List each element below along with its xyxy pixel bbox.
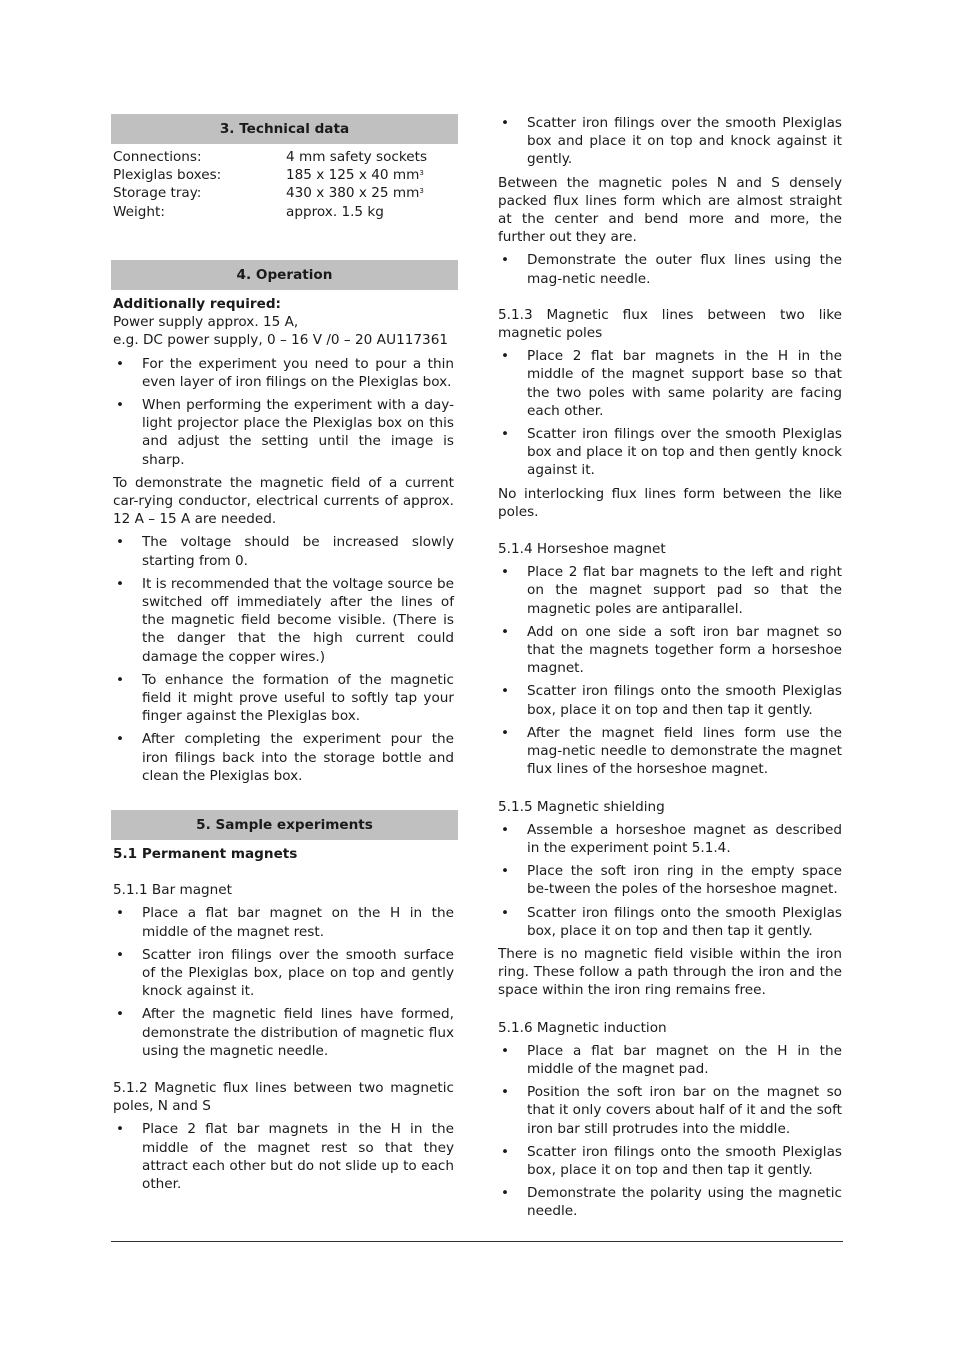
article-number: U117361	[386, 332, 448, 349]
technical-row-label: Storage tray:	[113, 185, 202, 202]
technical-row	[113, 184, 454, 202]
bullet-list	[498, 114, 842, 169]
list-item: • Scatter iron filings onto the smooth Plexiglas box, place it on top and then tap it gently.	[501, 904, 842, 939]
subsection-title: 5.1.6 Magnetic induction	[498, 1019, 667, 1036]
subsection-title: 5.1.3 Magnetic flux lines between two like magnetic poles	[498, 306, 842, 342]
right-column-body	[498, 114, 842, 1226]
list-item: • For the experiment you need to pour a thin even layer of iron filings on the Plexiglas box.	[116, 355, 454, 390]
sample-experiments-body	[111, 845, 458, 1198]
list-item: • Assemble a horseshoe magnet as described in the experiment point 5.1.4.	[501, 821, 842, 856]
subsection-title: 5.1.1 Bar magnet	[113, 882, 232, 899]
paragraph: Between the magnetic poles N and S densely packed flux lines form which are almost straight at the center and bend more and more, the further out they are.	[498, 174, 842, 246]
subsection-title: 5.1.4 Horseshoe magnet	[498, 541, 666, 558]
list-item: • When performing the experiment with a day-light projector place the Plexiglas box on this and adjust the setting until the image is sharp.	[116, 397, 454, 468]
list-item: • It is recommended that the voltage source be switched off immediately after the lines of the magnetic field become visible. (There is the danger that the high current could damage the copper wires.)	[116, 575, 454, 665]
list-item: • Place a flat bar magnet on the H in the middle of the magnet rest.	[116, 905, 454, 940]
list-item: • After the magnetic field lines have formed, demonstrate the distribution of magnetic flux using the magnetic needle.	[116, 1006, 454, 1059]
bullet-list	[113, 904, 454, 1060]
list-item: • Place 2 flat bar magnets to the left and right on the magnet support pad so that the magnetic poles are antiparallel.	[501, 564, 842, 617]
technical-row	[113, 148, 454, 166]
list-item: • Place 2 flat bar magnets in the H in the middle of the magnet rest so that they attract each other but do not slide up to each other.	[116, 1121, 454, 1193]
section-heading-sample-experiments: 5. Sample experiments	[111, 810, 458, 840]
list-item: • Scatter iron filings over the smooth surface of the Plexiglas box, place on top and gently knock against it.	[116, 946, 454, 1000]
list-item: • Scatter iron filings over the smooth Plexiglas box and place it on top and then gently knock against it.	[501, 426, 842, 479]
bullet-list	[113, 533, 454, 785]
section-heading-operation: 4. Operation	[111, 260, 458, 290]
bullet-list	[113, 1120, 454, 1193]
technical-row-value: approx. 1.5 kg	[286, 203, 384, 220]
requirement-line	[113, 331, 454, 349]
list-item: • Place 2 flat bar magnets in the H in the middle of the magnet support base so that the two poles with same polarity are facing each other.	[501, 348, 842, 419]
bullet-list	[498, 347, 842, 479]
technical-row-value: 430 x 380 x 25 $mm^3$	[286, 185, 424, 202]
technical-row-label: Connections:	[113, 149, 202, 165]
bullet-list	[113, 355, 454, 469]
operation-body	[111, 295, 458, 790]
list-item: • Demonstrate the outer flux lines using the mag-netic needle.	[501, 252, 842, 287]
bullet-list	[498, 821, 842, 940]
list-item: • After completing the experiment pour the iron filings back into the storage bottle and clean the Plexiglas box.	[116, 731, 454, 784]
paragraph: To demonstrate the magnetic field of a current car-rying conductor, electrical currents of approx. 12 A – 15 A are needed.	[113, 474, 454, 528]
bullet-list	[498, 1042, 842, 1221]
paragraph: No interlocking flux lines form between the like poles.	[498, 485, 842, 520]
subsection-title: 5.1.2 Magnetic flux lines between two magnetic poles, N and S	[113, 1080, 454, 1115]
subsection-title: 5.1.5 Magnetic shielding	[498, 798, 665, 815]
list-item: • To enhance the formation of the magnetic field it might prove useful to softly tap your finger against the Plexiglas box.	[116, 671, 454, 725]
paragraph: There is no magnetic field visible within the iron ring. These follow a path through the iron and the space within the iron ring remains free.	[498, 945, 842, 999]
technical-row-value: 185 x 125 x 40 $mm^3$	[286, 167, 424, 184]
footer-rule	[111, 1241, 843, 1242]
list-item: • After the magnet field lines form use the mag-netic needle to demonstrate the magnet flux lines of the horseshoe magnet.	[501, 724, 842, 778]
technical-row	[113, 166, 454, 184]
requirement-line: Power supply approx. 15 A,	[113, 314, 299, 331]
technical-row-value: 4 mm safety sockets	[286, 149, 428, 165]
list-item: • Scatter iron filings onto the smooth Plexiglas box, place it on top and then tap it gently.	[501, 1143, 842, 1178]
subsection-title: 5.1 Permanent magnets	[113, 846, 298, 862]
list-item: • Place the soft iron ring in the empty space be-tween the poles of the horseshoe magnet.	[501, 863, 842, 898]
list-item: • Position the soft iron bar on the magnet so that it only covers about half of it and the soft iron bar still protrudes into the middle.	[501, 1084, 842, 1137]
requirement-text: e.g. DC power supply, 0 – 16 V /0 – 20 A	[113, 332, 386, 349]
list-item: • Add on one side a soft iron bar magnet so that the magnets together form a horseshoe magnet.	[501, 623, 842, 677]
bullet-list	[498, 563, 842, 778]
technical-row	[113, 203, 454, 221]
list-item: • Scatter iron filings over the smooth Plexiglas box and place it on top and knock against it gently.	[501, 115, 842, 168]
section-heading-technical-data: 3. Technical data	[111, 114, 458, 144]
list-item: • Demonstrate the polarity using the magnetic needle.	[501, 1185, 842, 1220]
technical-row-label: Weight:	[113, 203, 165, 220]
list-item: • Scatter iron filings onto the smooth Plexiglas box, place it on top and then tap it gently.	[501, 683, 842, 718]
technical-data-table	[111, 148, 458, 221]
additionally-required-label: Additionally required:	[113, 296, 281, 312]
list-item: • Place a flat bar magnet on the H in the middle of the magnet pad.	[501, 1042, 842, 1077]
list-item: • The voltage should be increased slowly starting from 0.	[116, 534, 454, 569]
technical-row-label: Plexiglas boxes:	[113, 167, 222, 184]
bullet-list	[498, 251, 842, 287]
